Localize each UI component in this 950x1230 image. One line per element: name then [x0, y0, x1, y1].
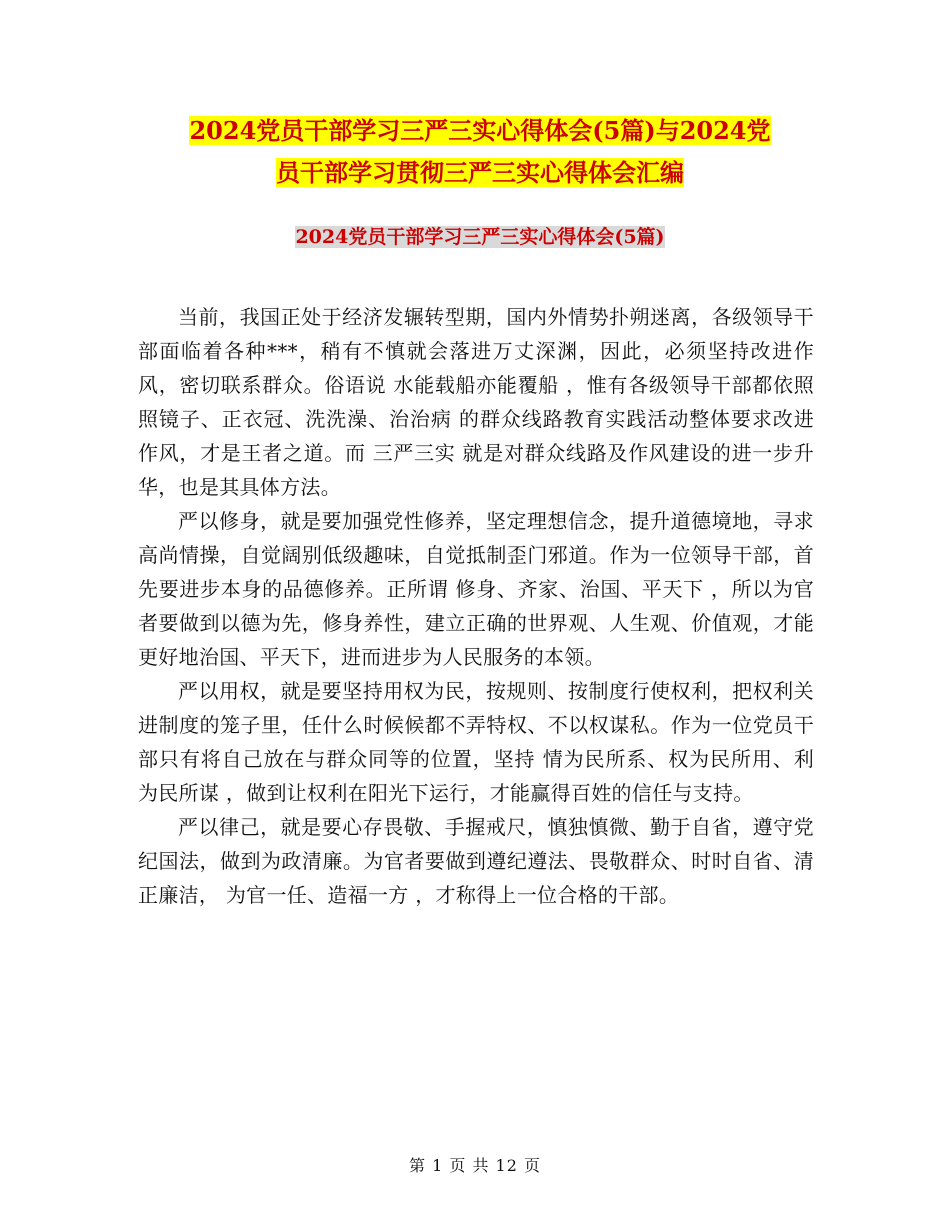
section-title-text: 2024党员干部学习三严三实心得体会(5篇): [295, 226, 665, 248]
document-title-line-1: 2024党员干部学习三严三实心得体会(5篇)与2024党: [189, 116, 771, 145]
paragraph: 严以律己，就是要心存畏敬、手握戒尺，慎独慎微、勤于自省，遵守党纪国法，做到为政清廉。为官者要做到遵纪遵法、畏敬群众、时时自省、清正廉洁， 为官一任、造福一方 ，才称得上一位合格的干部。: [138, 815, 814, 907]
document-body: [138, 300, 814, 912]
page-number: 第 1 页 共 12 页: [409, 1156, 541, 1175]
paragraph: 当前，我国正处于经济发辗转型期，国内外情势扑朔迷离，各级领导干部面临着各种***，稍有不慎就会落进万丈深渊，因此，必须坚持改进作风，密切联系群众。俗语说 水能载船亦能覆船 ，惟有各级领导干部都依照 照镜子、正衣冠、洗洗澡、治治病 的群众线路教育实践活动整体要求改进作风，才是王者之道。而 三严三实 就是对群众线路及作风建设的进一步升华，也是其具体方法。: [138, 305, 814, 499]
document-title: [140, 110, 820, 194]
document-title-line-2: 员干部学习贯彻三严三实心得体会汇编: [276, 158, 684, 187]
section-title: [140, 220, 820, 254]
paragraph: 严以修身，就是要加强党性修养，坚定理想信念，提升道德境地，寻求高尚情操，自觉阔别低级趣味，自觉抵制歪门邪道。作为一位领导干部，首先要进步本身的品德修养。正所谓 修身、齐家、治国、平天下 ，所以为官者要做到以德为先，修身养性，建立正确的世界观、人生观、价值观，才能更好地治国、平天下，进而进步为人民服务的本领。: [138, 509, 814, 669]
paragraph: 严以用权，就是要坚持用权为民，按规则、按制度行使权利，把权利关进制度的笼子里，任什么时候候都不弄特权、不以权谋私。作为一位党员干部只有将自己放在与群众同等的位置，坚持 情为民所系、权为民所用、利为民所谋 ，做到让权利在阳光下运行，才能赢得百姓的信任与支持。: [138, 679, 814, 805]
